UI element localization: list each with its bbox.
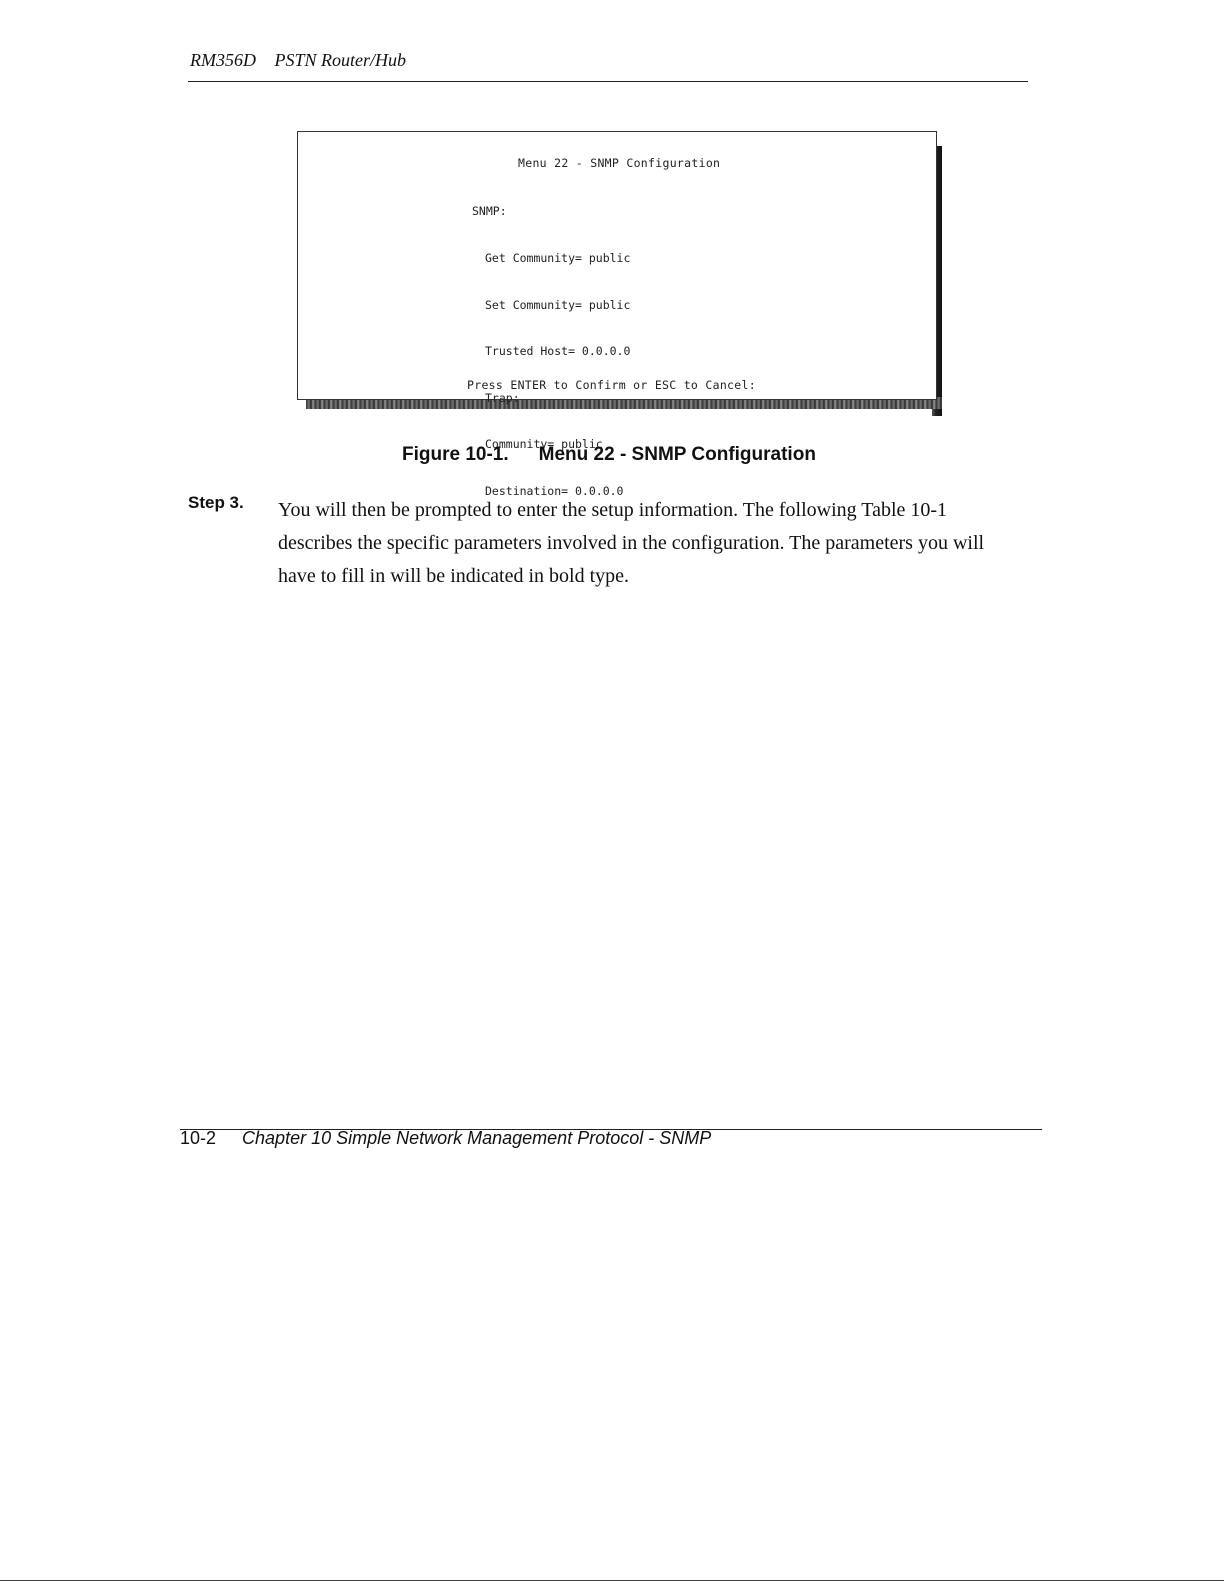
figure-title: Menu 22 - SNMP Configuration <box>538 444 816 465</box>
page-number: 10-2 <box>180 1128 217 1148</box>
field-trusted-host: Trusted Host= 0.0.0.0 <box>485 344 631 358</box>
running-header <box>190 50 406 71</box>
footer-chapter-title: Chapter 10 Simple Network Management Protocol - SNMP <box>242 1128 712 1148</box>
header-rule <box>188 81 1028 82</box>
terminal-menu-title: Menu 22 - SNMP Configuration <box>518 156 721 170</box>
terminal-fields <box>485 220 630 530</box>
page-edge-line <box>0 1580 1224 1581</box>
step-text: You will then be prompted to enter the setup information. The following Table 10-1 describes the specific parameters involved in the configuration. The parameters you will have to fill in will be indicated in bold type. <box>278 499 985 587</box>
field-trap-community: Community= public <box>485 437 603 451</box>
field-set-community: Set Community= public <box>485 297 631 312</box>
field-trap: Trap: <box>485 390 520 405</box>
terminal-prompt: Press ENTER to Confirm or ESC to Cancel: <box>467 378 756 392</box>
field-get-community: Get Community= public <box>485 251 631 265</box>
page-footer <box>180 1128 711 1149</box>
figure-number: Figure 10-1. <box>402 444 509 465</box>
terminal-section-label: SNMP: <box>472 204 507 218</box>
step-label: Step 3. <box>188 493 244 512</box>
header-model: RM356D <box>190 50 256 70</box>
figure-caption <box>402 444 816 466</box>
field-destination: Destination= 0.0.0.0 <box>485 483 624 498</box>
header-product: PSTN Router/Hub <box>274 50 407 70</box>
